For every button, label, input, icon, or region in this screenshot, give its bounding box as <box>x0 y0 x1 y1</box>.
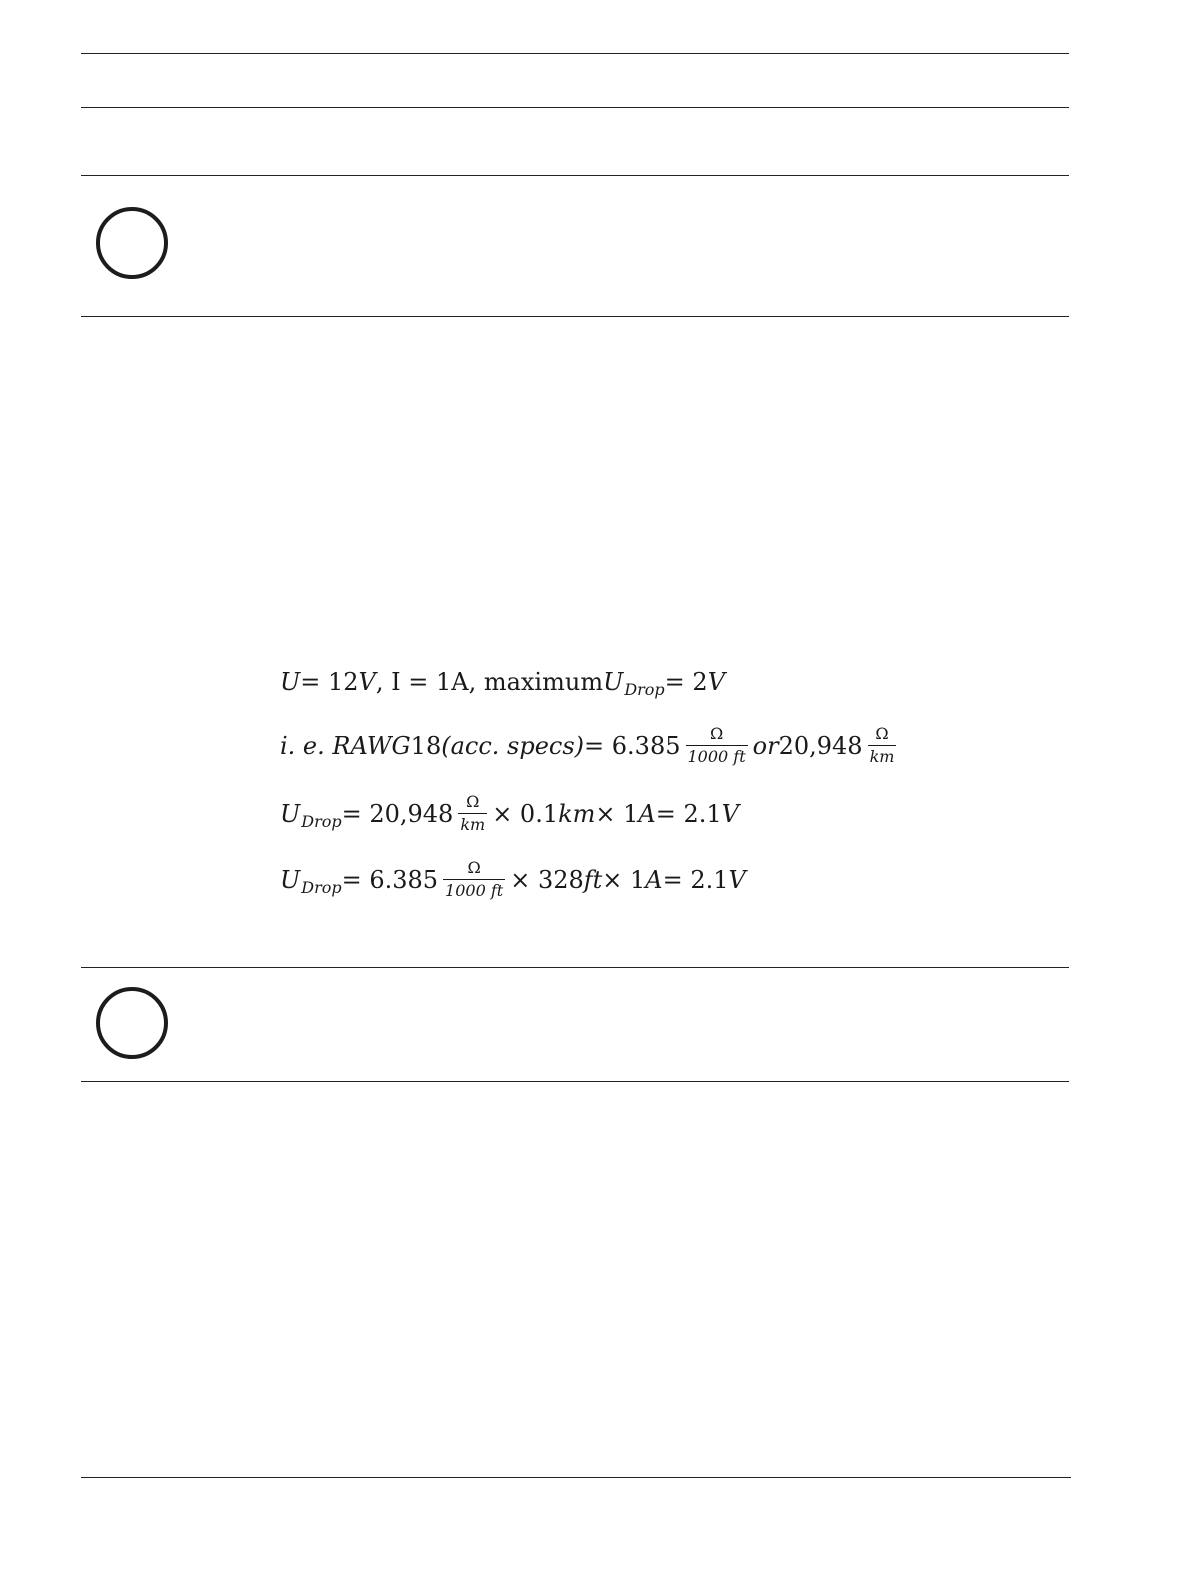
eq2-frac2-den: km <box>869 747 895 766</box>
eq3-fraction <box>458 794 487 833</box>
eq2-frac2-num: Ω <box>875 724 889 743</box>
footer-rule <box>81 1477 1071 1478</box>
eq3-frac-den: km <box>460 815 486 834</box>
eq4-u: U <box>280 865 301 894</box>
eq2-frac1-num: Ω <box>709 724 724 743</box>
eq1-mid: , I = 1A, maximum <box>375 668 604 696</box>
eq1-v2: V <box>707 668 726 696</box>
eq2-prefix: i. e. RAWG <box>280 731 411 760</box>
notice-box-2-bottom-rule <box>81 1081 1069 1082</box>
eq2-fraction-1 <box>686 726 748 765</box>
eq3-km: km <box>558 799 596 828</box>
equation-line-4 <box>280 860 746 899</box>
eq3-equals: = 20,948 <box>341 799 454 828</box>
eq2-num18: 18 <box>410 731 442 760</box>
eq1-sub-drop: Drop <box>624 680 665 699</box>
notice-box-2-top-rule <box>81 967 1069 968</box>
eq4-fraction <box>443 860 505 899</box>
eq4-v: V <box>728 865 746 894</box>
eq3-mult2: × 1 <box>595 799 639 828</box>
eq3-frac-num: Ω <box>466 792 480 811</box>
eq3-sub-drop: Drop <box>301 811 342 831</box>
eq3-mult1: × 0.1 <box>492 799 559 828</box>
notice-circle-icon <box>96 207 168 279</box>
eq1-equals: = 12 <box>300 668 359 696</box>
eq4-frac-den: 1000 ft <box>445 881 504 900</box>
equation-line-1 <box>280 668 726 699</box>
eq1-u2: U <box>603 668 624 696</box>
eq4-a: A <box>645 865 663 894</box>
eq1-v: V <box>358 668 376 696</box>
eq2-val2: 20,948 <box>778 731 863 760</box>
eq3-v: V <box>721 799 740 828</box>
eq4-sub-drop: Drop <box>301 877 342 897</box>
notice-box-1-bottom-rule <box>81 316 1069 317</box>
eq2-fraction-2 <box>868 726 897 765</box>
top-rule <box>81 53 1069 54</box>
header-rule <box>81 107 1069 108</box>
eq3-equals-2: = 2.1 <box>655 799 722 828</box>
equation-line-3 <box>280 794 739 833</box>
eq4-mult1: × 328 <box>510 865 584 894</box>
eq4-equals: = 6.385 <box>341 865 439 894</box>
notice-circle-icon <box>96 987 168 1059</box>
eq2-equals: = 6.385 <box>584 731 681 760</box>
eq2-paren: (acc. specs) <box>441 731 585 760</box>
eq1-equals-2: = 2 <box>664 668 708 696</box>
notice-box-1-top-rule <box>81 175 1069 176</box>
eq4-ft: ft <box>583 865 603 894</box>
eq3-a: A <box>638 799 656 828</box>
eq3-u: U <box>280 799 301 828</box>
eq4-equals-2: = 2.1 <box>662 865 729 894</box>
equation-line-2 <box>280 726 901 765</box>
eq2-frac1-den: 1000 ft <box>687 747 746 766</box>
eq1-u: U <box>280 668 301 696</box>
eq4-mult2: × 1 <box>602 865 646 894</box>
eq2-or: or <box>752 731 779 760</box>
eq4-frac-num: Ω <box>467 858 481 877</box>
